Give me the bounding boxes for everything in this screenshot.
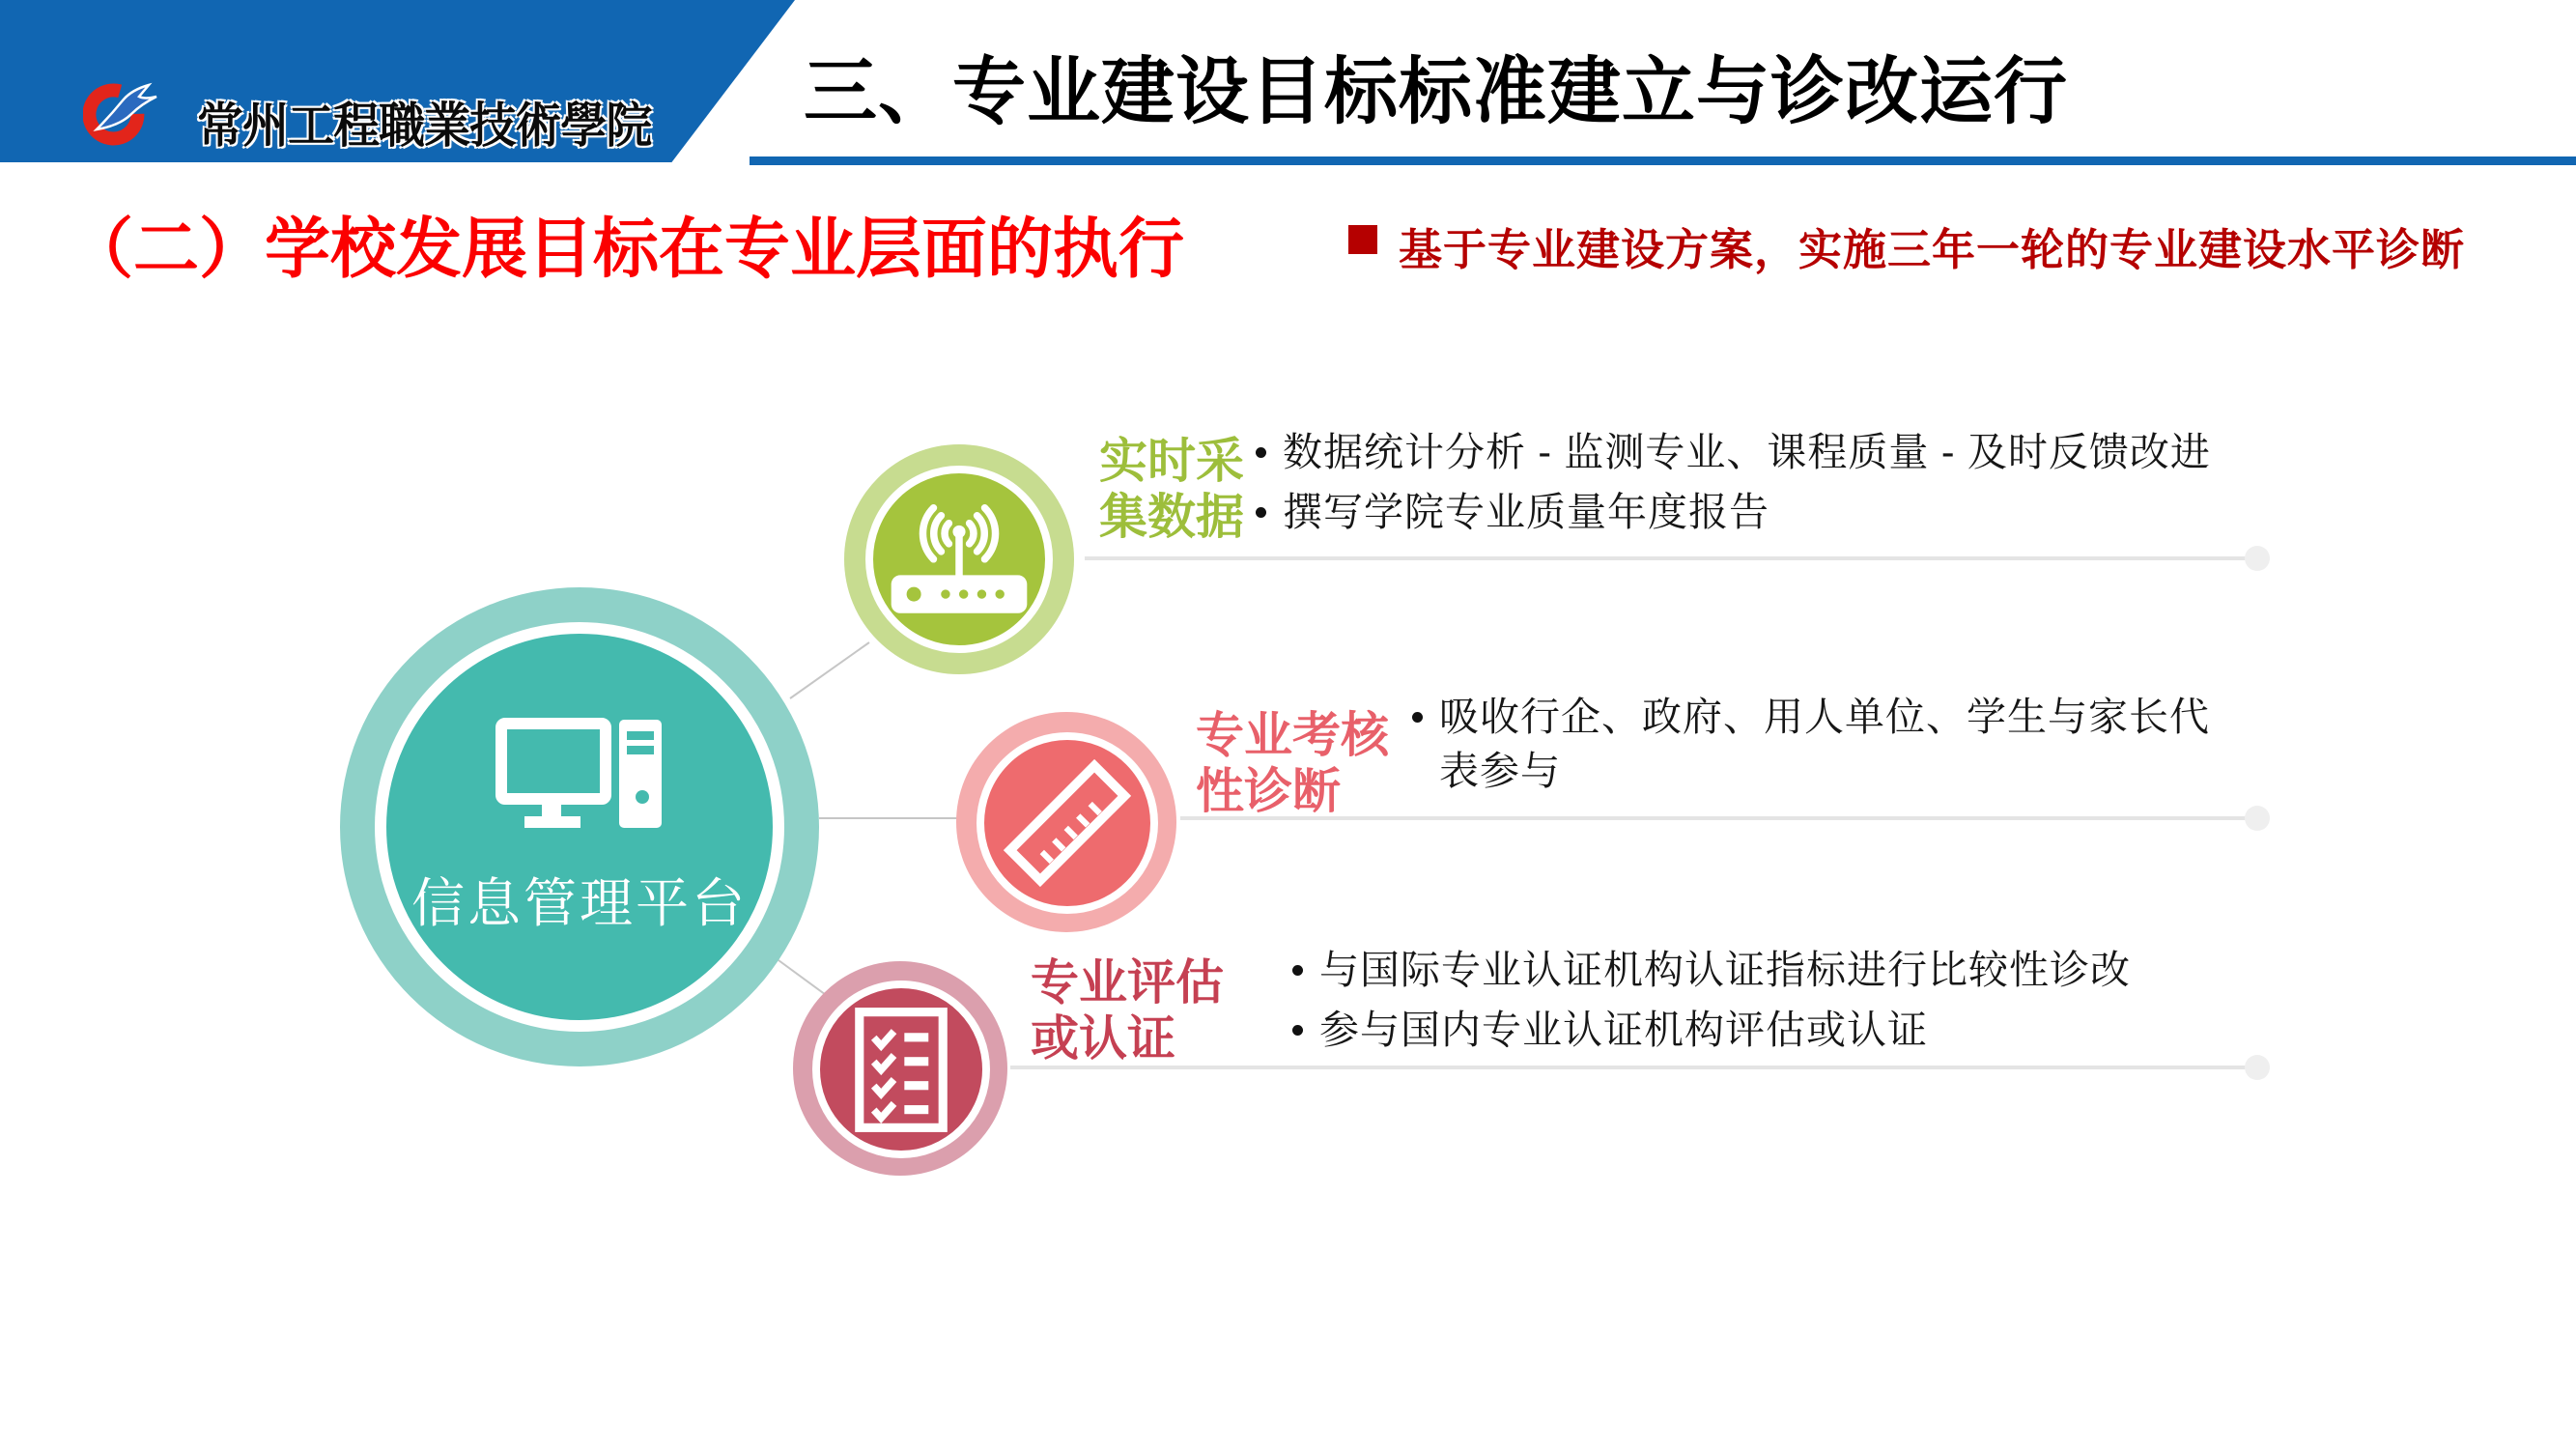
item-label-line: 性诊断: [1196, 764, 1341, 818]
timeline-end-dot-2: [2245, 806, 2270, 831]
item-label-assessment: [1196, 707, 1389, 819]
center-circle-label: 信息管理平台: [410, 872, 748, 933]
desktop-computer-icon: [495, 718, 665, 834]
wireless-router-icon: [887, 502, 1032, 616]
school-name: 常州工程職業技術學院: [197, 97, 652, 154]
school-logo-icon: [83, 77, 168, 149]
item-label-line: 专业评估: [1031, 955, 1224, 1009]
bullet-text: 参与国内专业认证机构评估或认证: [1319, 1008, 1928, 1052]
bullet-dot-icon: [1256, 447, 1266, 458]
key-point-text: 基于专业建设方案，实施三年一轮的专业建设水平诊断: [1399, 225, 2466, 274]
timeline-end-dot-1: [2245, 546, 2270, 571]
item-label-realtime-data: [1099, 433, 1244, 545]
timeline-end-dot-3: [2245, 1055, 2270, 1080]
bullet-dot-icon: [1256, 507, 1266, 518]
list-item: [1292, 943, 2171, 997]
square-bullet-icon: [1348, 225, 1377, 254]
item-label-line: 专业考核: [1196, 708, 1389, 762]
item-circle-evaluation-inner: [812, 981, 990, 1158]
center-circle-inner: [375, 622, 784, 1032]
bullet-dot-icon: [1292, 1025, 1303, 1036]
item-label-evaluation: [1031, 954, 1224, 1066]
bullet-dot-icon: [1292, 965, 1303, 976]
item-label-line: 集数据: [1099, 490, 1244, 544]
title-underline: [750, 156, 2576, 165]
item-circle-realtime-data: [844, 444, 1074, 674]
item-circle-realtime-data-inner: [865, 466, 1053, 653]
slide-title: 三、专业建设目标标准建立与诊改运行: [804, 51, 2068, 133]
list-item: [1256, 485, 2328, 539]
item-label-line: 或认证: [1031, 1011, 1175, 1066]
timeline-rail-1: [1085, 556, 2257, 560]
item-circle-assessment: [956, 712, 1176, 932]
list-item: [1412, 690, 2223, 798]
bullet-dot-icon: [1412, 712, 1423, 723]
bullet-text: 吸收行企、政府、用人单位、学生与家长代表参与: [1439, 695, 2210, 793]
key-point: [1348, 214, 2465, 277]
ruler-icon: [995, 751, 1140, 896]
item-circle-assessment-inner: [977, 732, 1158, 914]
bullet-text: 撰写学院专业质量年度报告: [1283, 490, 1769, 534]
item-label-line: 实时采: [1099, 434, 1244, 488]
checklist-icon: [853, 1006, 949, 1134]
center-circle: [340, 587, 819, 1066]
bullet-group-assessment: [1412, 690, 2223, 804]
bullet-group-evaluation: [1292, 943, 2171, 1063]
list-item: [1292, 1003, 2171, 1057]
item-circle-evaluation: [793, 961, 1007, 1176]
bullet-text: 数据统计分析 - 监测专业、课程质量 - 及时反馈改进: [1283, 430, 2211, 474]
section-subtitle: （二）学校发展目标在专业层面的执行: [68, 213, 1185, 286]
bullet-group-realtime-data: [1256, 425, 2328, 545]
list-item: [1256, 425, 2328, 479]
bullet-text: 与国际专业认证机构认证指标进行比较性诊改: [1319, 948, 2131, 992]
